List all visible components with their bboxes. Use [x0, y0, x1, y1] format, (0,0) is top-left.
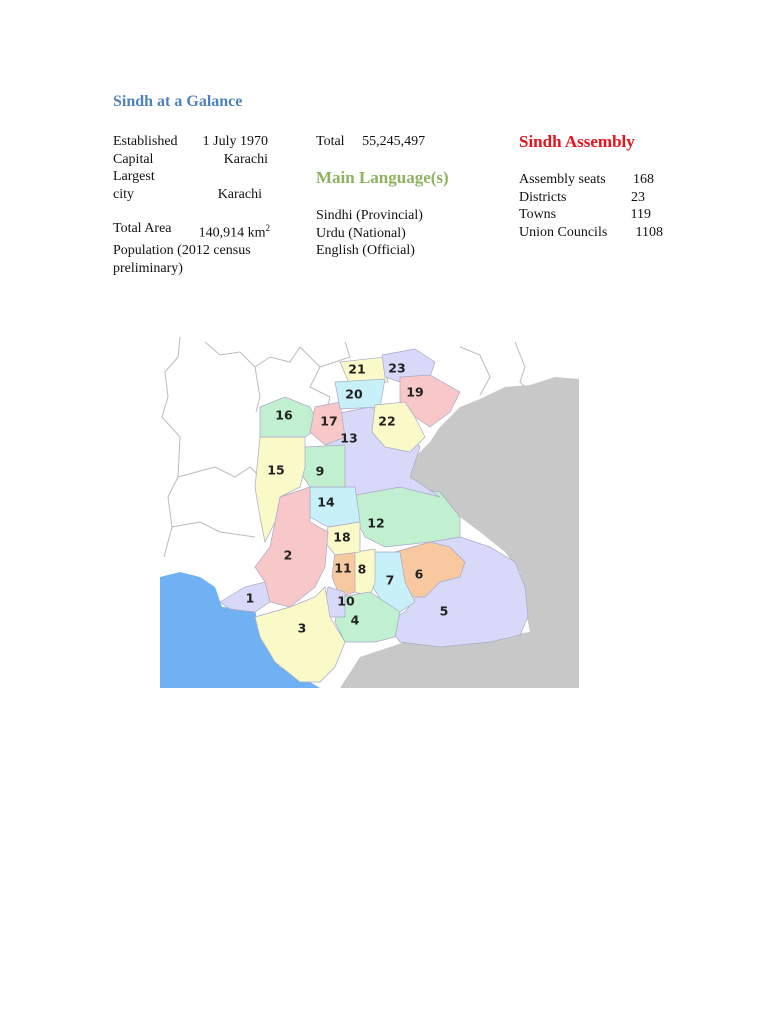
- language-item: Sindhi (Provincial): [316, 208, 423, 223]
- assembly-value: 168: [633, 172, 654, 187]
- sindh-district-map: [160, 337, 579, 688]
- established-value: 1 July 1970: [202, 134, 268, 149]
- assembly-label: Districts: [519, 189, 567, 205]
- district-label: 19: [406, 384, 424, 400]
- assembly-row: [519, 189, 663, 207]
- language-item: English (Official): [316, 243, 415, 258]
- district-label: 3: [297, 620, 307, 636]
- population-line1: Population (2012 census: [113, 243, 251, 259]
- district-label: 11: [334, 560, 352, 576]
- assembly-value: 23: [631, 189, 645, 205]
- district-label: 16: [275, 407, 293, 423]
- assembly-label: Towns: [519, 207, 557, 222]
- population-line2: preliminary): [113, 260, 183, 276]
- total-value: 55,245,497: [362, 134, 426, 149]
- district-label: 21: [348, 361, 366, 377]
- established-label: Established: [113, 134, 178, 149]
- area-value: 140,914 km: [198, 225, 266, 241]
- area-label: Total Area: [113, 221, 172, 236]
- capital-label: Capital: [113, 151, 154, 167]
- district-label: 13: [340, 430, 358, 446]
- district-label: 15: [267, 462, 285, 478]
- assembly-label: Assembly seats: [519, 172, 606, 187]
- capital-row: [113, 151, 268, 169]
- assembly-heading: Sindh Assembly: [519, 132, 635, 151]
- district-label: 20: [345, 386, 363, 402]
- district-label: 12: [367, 515, 385, 531]
- facts-column: [113, 133, 268, 277]
- district-label: 18: [333, 529, 351, 545]
- assembly-row: [519, 224, 663, 242]
- assembly-row: [519, 171, 663, 189]
- district-label: 9: [315, 463, 325, 479]
- assembly-table: [519, 171, 663, 241]
- established-row: [113, 133, 268, 151]
- largest-city-row: [113, 186, 268, 204]
- assembly-row: [519, 206, 663, 224]
- assembly-value: 119: [630, 207, 651, 222]
- capital-value: Karachi: [223, 151, 268, 167]
- district-label: 17: [320, 413, 338, 429]
- largest-label-line1: Largest: [113, 169, 155, 184]
- language-item: Urdu (National): [316, 225, 406, 241]
- district-label: 22: [378, 413, 396, 429]
- district-label: 7: [385, 572, 395, 588]
- total-label: Total: [316, 134, 345, 149]
- district-label: 1: [245, 590, 255, 606]
- assembly-value: 1108: [635, 224, 663, 240]
- area-unit-sup: 2: [265, 223, 270, 233]
- district-label: 10: [337, 593, 355, 609]
- page-title: Sindh at a Galance: [113, 93, 243, 110]
- district-label: 4: [350, 612, 360, 628]
- area-row: [113, 220, 270, 242]
- languages-list: [316, 207, 423, 260]
- languages-heading: Main Language(s): [316, 168, 449, 187]
- total-row: [316, 133, 425, 151]
- largest-label-line2: city: [113, 186, 134, 202]
- assembly-label: Union Councils: [519, 224, 608, 240]
- district-label: 5: [439, 603, 449, 619]
- largest-city-value: Karachi: [217, 186, 262, 202]
- district-label: 6: [414, 566, 424, 582]
- district-label: 8: [357, 561, 367, 577]
- district-label: 2: [283, 547, 293, 563]
- district-label: 23: [388, 360, 406, 376]
- district-label: 14: [317, 494, 335, 510]
